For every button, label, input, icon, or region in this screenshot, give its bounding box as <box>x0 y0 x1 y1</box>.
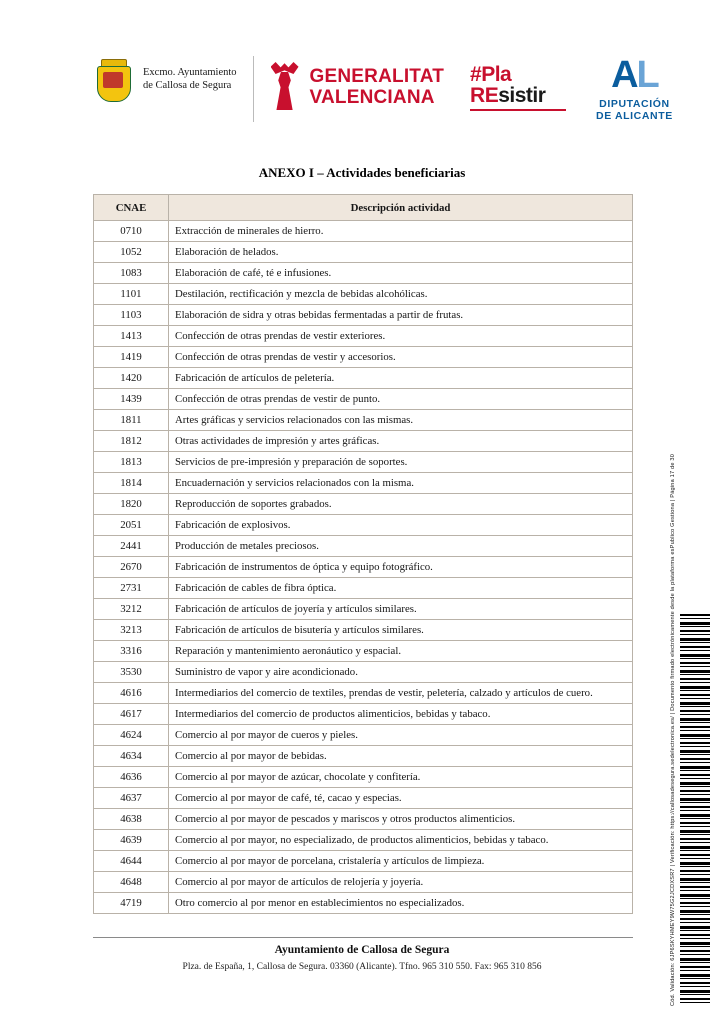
table-body <box>94 221 633 914</box>
cell-cnae-code: 1419 <box>94 347 169 368</box>
cell-cnae-code: 4616 <box>94 683 169 704</box>
table-row <box>94 284 633 305</box>
cell-activity-description: Suministro de vapor y aire acondicionado. <box>169 662 633 683</box>
cell-activity-description: Fabricación de artículos de bisutería y artículos similares. <box>169 620 633 641</box>
ayuntamiento-line1: Excmo. Ayuntamiento <box>143 67 237 78</box>
table-row <box>94 746 633 767</box>
cell-activity-description: Comercio al por mayor de pescados y mariscos y otros productos alimenticios. <box>169 809 633 830</box>
cell-activity-description: Elaboración de sidra y otras bebidas fermentadas a partir de frutas. <box>169 305 633 326</box>
cell-activity-description: Destilación, rectificación y mezcla de bebidas alcohólicas. <box>169 284 633 305</box>
table-row <box>94 599 633 620</box>
cell-activity-description: Elaboración de café, té e infusiones. <box>169 263 633 284</box>
cell-cnae-code: 4637 <box>94 788 169 809</box>
table-row <box>94 368 633 389</box>
table-row <box>94 536 633 557</box>
cell-activity-description: Confección de otras prendas de vestir de punto. <box>169 389 633 410</box>
document-header <box>95 48 695 136</box>
footer-divider <box>93 937 633 938</box>
column-header-cnae: CNAE <box>94 195 169 221</box>
table-row <box>94 893 633 914</box>
verification-strip <box>644 453 710 1006</box>
pla-resistir-sistir: sistir <box>498 84 546 107</box>
cell-cnae-code: 4638 <box>94 809 169 830</box>
table-row <box>94 221 633 242</box>
generalitat-line2: VALENCIANA <box>309 87 435 108</box>
cell-cnae-code: 4634 <box>94 746 169 767</box>
cell-activity-description: Fabricación de artículos de peletería. <box>169 368 633 389</box>
cell-activity-description: Fabricación de explosivos. <box>169 515 633 536</box>
cell-cnae-code: 1812 <box>94 431 169 452</box>
ayuntamiento-line2: de Callosa de Segura <box>143 80 232 91</box>
table-row <box>94 788 633 809</box>
table-row <box>94 578 633 599</box>
cell-activity-description: Servicios de pre-impresión y preparación de soportes. <box>169 452 633 473</box>
cell-activity-description: Intermediarios del comercio de textiles, prendas de vestir, peletería, calzado y artículos de cuero. <box>169 683 633 704</box>
cell-cnae-code: 2670 <box>94 557 169 578</box>
table-row <box>94 452 633 473</box>
document-footer <box>0 944 724 972</box>
table-row <box>94 725 633 746</box>
table-row <box>94 809 633 830</box>
cell-activity-description: Confección de otras prendas de vestir y accesorios. <box>169 347 633 368</box>
table-row <box>94 431 633 452</box>
table-row <box>94 305 633 326</box>
table-row <box>94 515 633 536</box>
table-row <box>94 326 633 347</box>
table-row <box>94 557 633 578</box>
verification-code-text: Cód. Validación: 6JP6SKYHMEY9W75G2JCDXSR7 | Verificación: https://callosadesegura.sedelectronica.es/ | Documento firmado electrónicamente desde la plataforma esPublico Gestiona | Página 17 de 30 <box>670 453 676 1006</box>
diputacion-mark-icon <box>596 56 673 94</box>
cell-cnae-code: 1813 <box>94 452 169 473</box>
generalitat-logo <box>268 60 445 112</box>
cell-cnae-code: 3530 <box>94 662 169 683</box>
generalitat-logo-text <box>310 66 445 108</box>
cell-cnae-code: 1420 <box>94 368 169 389</box>
pla-resistir-line1: #Pla <box>470 63 512 86</box>
cell-activity-description: Intermediarios del comercio de productos alimenticios, bebidas y tabaco. <box>169 704 633 725</box>
cell-activity-description: Comercio al por mayor de azúcar, chocolate y confitería. <box>169 767 633 788</box>
cell-activity-description: Fabricación de artículos de joyería y artículos similares. <box>169 599 633 620</box>
diputacion-mark-a: A <box>611 54 637 96</box>
cell-activity-description: Otro comercio al por menor en establecimientos no especializados. <box>169 893 633 914</box>
cell-cnae-code: 1811 <box>94 410 169 431</box>
table-row <box>94 872 633 893</box>
cell-activity-description: Encuadernación y servicios relacionados con la misma. <box>169 473 633 494</box>
cell-cnae-code: 4639 <box>94 830 169 851</box>
cell-cnae-code: 3213 <box>94 620 169 641</box>
table-row <box>94 389 633 410</box>
cell-activity-description: Fabricación de cables de fibra óptica. <box>169 578 633 599</box>
cell-cnae-code: 4719 <box>94 893 169 914</box>
cell-cnae-code: 4636 <box>94 767 169 788</box>
cell-activity-description: Comercio al por mayor de bebidas. <box>169 746 633 767</box>
cell-cnae-code: 2731 <box>94 578 169 599</box>
cell-cnae-code: 1103 <box>94 305 169 326</box>
coat-of-arms-icon <box>95 58 133 106</box>
cell-cnae-code: 2441 <box>94 536 169 557</box>
cell-activity-description: Elaboración de helados. <box>169 242 633 263</box>
diputacion-logo <box>596 56 673 122</box>
cell-cnae-code: 2051 <box>94 515 169 536</box>
column-header-descripcion: Descripción actividad <box>169 195 633 221</box>
cell-cnae-code: 4648 <box>94 872 169 893</box>
table-row <box>94 473 633 494</box>
cell-activity-description: Comercio al por mayor de porcelana, cristalería y artículos de limpieza. <box>169 851 633 872</box>
ayuntamiento-logo-text <box>143 66 237 92</box>
cell-cnae-code: 0710 <box>94 221 169 242</box>
cell-cnae-code: 4644 <box>94 851 169 872</box>
table-row <box>94 641 633 662</box>
cell-cnae-code: 1439 <box>94 389 169 410</box>
footer-address: Plza. de España, 1, Callosa de Segura. 03360 (Alicante). Tfno. 965 310 550. Fax: 965 310 856 <box>182 962 542 972</box>
pla-resistir-underline <box>470 109 566 111</box>
page-title: ANEXO I – Actividades beneficiarias <box>258 165 466 180</box>
generalitat-bat-icon <box>268 60 302 112</box>
table-row <box>94 662 633 683</box>
table-row <box>94 620 633 641</box>
cell-activity-description: Comercio al por mayor de artículos de relojería y joyería. <box>169 872 633 893</box>
cell-activity-description: Fabricación de instrumentos de óptica y equipo fotográfico. <box>169 557 633 578</box>
pla-resistir-logo <box>470 64 566 111</box>
table-row <box>94 263 633 284</box>
cell-cnae-code: 3316 <box>94 641 169 662</box>
diputacion-mark-l: L <box>636 54 658 96</box>
table-row <box>94 767 633 788</box>
generalitat-line1: GENERALITAT <box>309 66 445 87</box>
cell-cnae-code: 1052 <box>94 242 169 263</box>
table-row <box>94 242 633 263</box>
cell-activity-description: Comercio al por mayor de cueros y pieles. <box>169 725 633 746</box>
table-row <box>94 704 633 725</box>
cell-activity-description: Reparación y mantenimiento aeronáutico y espacial. <box>169 641 633 662</box>
cell-activity-description: Comercio al por mayor de café, té, cacao y especias. <box>169 788 633 809</box>
table-row <box>94 683 633 704</box>
diputacion-line1: DIPUTACIÓN <box>599 98 670 110</box>
table-row <box>94 410 633 431</box>
pla-resistir-line2 <box>470 85 566 106</box>
table-row <box>94 494 633 515</box>
cnae-table-container <box>93 194 633 914</box>
cell-cnae-code: 4624 <box>94 725 169 746</box>
cell-cnae-code: 1101 <box>94 284 169 305</box>
cell-cnae-code: 1814 <box>94 473 169 494</box>
barcode-icon <box>680 614 710 1006</box>
pla-resistir-re: RE <box>470 84 499 107</box>
cell-activity-description: Confección de otras prendas de vestir exteriores. <box>169 326 633 347</box>
table-row <box>94 830 633 851</box>
table-head <box>94 195 633 221</box>
header-divider <box>253 56 254 122</box>
cell-activity-description: Producción de metales preciosos. <box>169 536 633 557</box>
table-header-row <box>94 195 633 221</box>
cell-cnae-code: 1820 <box>94 494 169 515</box>
cell-activity-description: Comercio al por mayor, no especializado, de productos alimenticios, bebidas y tabaco. <box>169 830 633 851</box>
cell-cnae-code: 1083 <box>94 263 169 284</box>
cell-activity-description: Reproducción de soportes grabados. <box>169 494 633 515</box>
cell-activity-description: Extracción de minerales de hierro. <box>169 221 633 242</box>
cell-cnae-code: 3212 <box>94 599 169 620</box>
cnae-table <box>93 194 633 914</box>
cell-activity-description: Otras actividades de impresión y artes gráficas. <box>169 431 633 452</box>
cell-activity-description: Artes gráficas y servicios relacionados con las mismas. <box>169 410 633 431</box>
table-row <box>94 851 633 872</box>
cell-cnae-code: 4617 <box>94 704 169 725</box>
footer-entity: Ayuntamiento de Callosa de Segura <box>274 944 450 956</box>
cell-cnae-code: 1413 <box>94 326 169 347</box>
diputacion-line2: DE ALICANTE <box>596 110 673 122</box>
table-row <box>94 347 633 368</box>
